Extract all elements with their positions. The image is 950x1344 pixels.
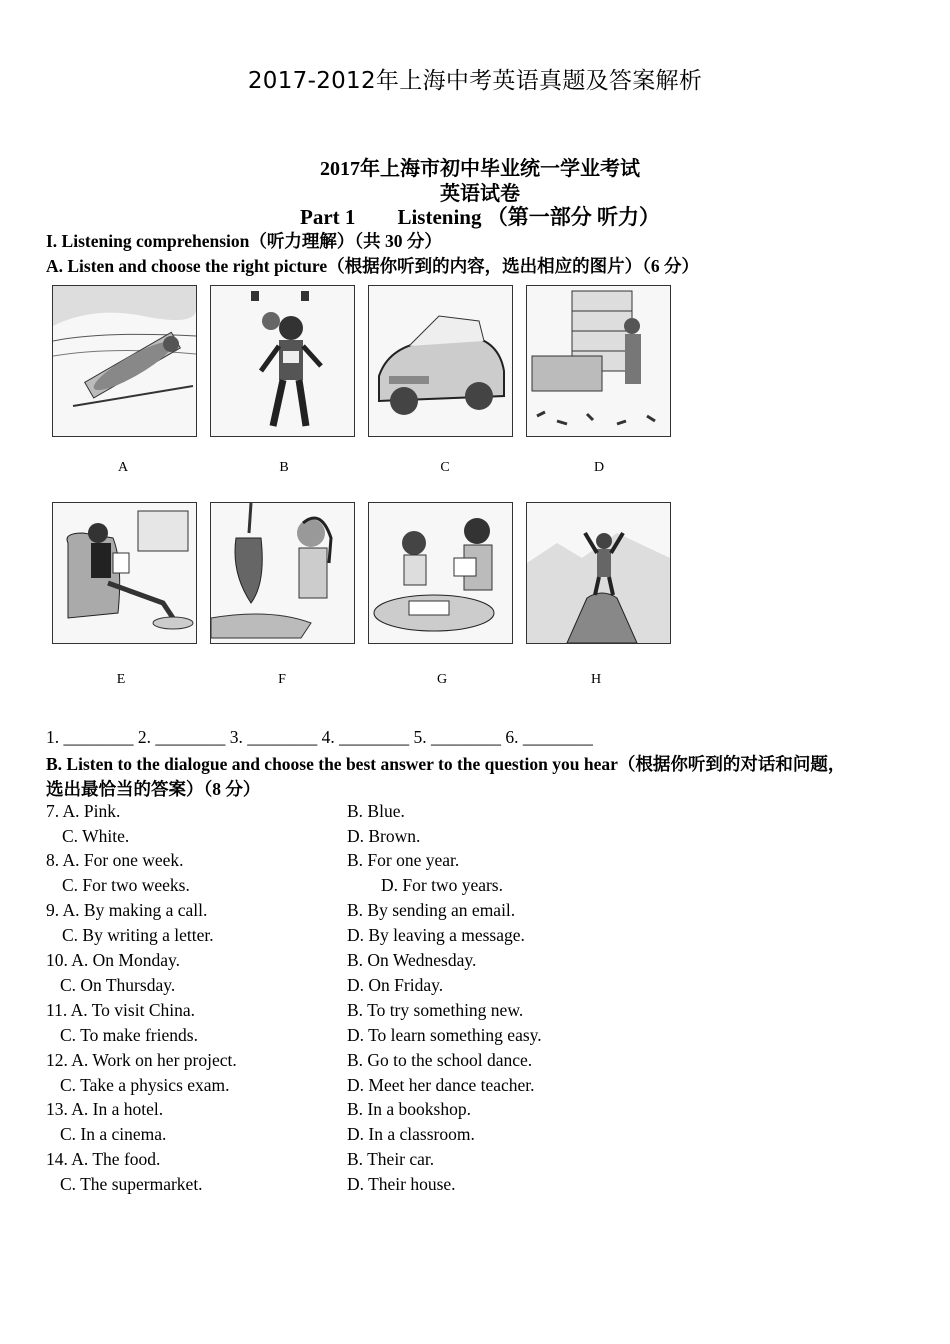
q14-option-c: C. The supermarket. [60, 1174, 203, 1194]
messy-room-illustration [527, 286, 670, 436]
picture-label-a: A [117, 460, 129, 475]
q10-option-a: 10. A. On Monday. [46, 950, 181, 970]
section-i-heading: I. Listening comprehension（听力理解）（共 30 分） [46, 231, 442, 251]
picture-b [210, 285, 355, 437]
picture-label-e: E [116, 672, 126, 687]
section-b-heading-line2: 选出最恰当的答案）（8 分） [46, 779, 261, 799]
q12-option-d: D. Meet her dance teacher. [347, 1075, 535, 1095]
q9-option-a: 9. A. By making a call. [46, 900, 208, 920]
runner-illustration [211, 286, 354, 436]
q13-option-d: D. In a classroom. [347, 1124, 475, 1144]
q13-option-a: 13. A. In a hotel. [46, 1099, 164, 1119]
q8-option-a: 8. A. For one week. [46, 850, 184, 870]
q10-option-d: D. On Friday. [347, 975, 444, 995]
q14-option-b: B. Their car. [347, 1149, 435, 1169]
q14-option-a: 14. A. The food. [46, 1149, 161, 1169]
q9-option-c: C. By writing a letter. [62, 925, 214, 945]
mountain-top-illustration [527, 503, 670, 643]
part-name: Listening （第一部分 听力） [397, 205, 660, 229]
reading-armchair-illustration [53, 503, 196, 643]
q8-option-c: C. For two weeks. [62, 875, 190, 895]
q8-option-d: D. For two years. [381, 875, 503, 895]
exam-subtitle: 英语试卷 [440, 183, 520, 205]
picture-c [368, 285, 513, 437]
q10-option-c: C. On Thursday. [60, 975, 176, 995]
q8-option-b: B. For one year. [347, 850, 460, 870]
q12-option-a: 12. A. Work on her project. [46, 1050, 237, 1070]
picture-d [526, 285, 671, 437]
q12-option-b: B. Go to the school dance. [347, 1050, 533, 1070]
q14-option-d: D. Their house. [347, 1174, 456, 1194]
picture-label-d: D [593, 460, 605, 475]
picture-label-b: B [279, 460, 289, 475]
exam-title: 2017年上海市初中毕业统一学业考试 [320, 158, 640, 180]
section-b-heading-line1: B. Listen to the dialogue and choose the best answer to the question you hear（根据你听到的对话和问题， [46, 754, 846, 774]
picture-f [210, 502, 355, 644]
q13-option-c: C. In a cinema. [60, 1124, 167, 1144]
q13-option-b: B. In a bookshop. [347, 1099, 471, 1119]
q11-option-a: 11. A. To visit China. [46, 1000, 195, 1020]
q11-option-d: D. To learn something easy. [347, 1025, 542, 1045]
picture-label-f: F [278, 672, 286, 687]
q7-option-a: 7. A. Pink. [46, 801, 121, 821]
part-heading [0, 201, 950, 231]
document-title: 2017-2012年上海中考英语真题及答案解析 [247, 68, 703, 94]
picture-label-g: G [436, 672, 448, 687]
q9-option-d: D. By leaving a message. [347, 925, 525, 945]
q10-option-b: B. On Wednesday. [347, 950, 477, 970]
picture-e [52, 502, 197, 644]
q11-option-c: C. To make friends. [60, 1025, 198, 1045]
boxing-illustration [211, 503, 354, 643]
q11-option-b: B. To try something new. [347, 1000, 524, 1020]
q12-option-c: C. Take a physics exam. [60, 1075, 230, 1095]
q7-option-c: C. White. [62, 826, 130, 846]
q7-option-d: D. Brown. [347, 826, 421, 846]
sunbathing-illustration [53, 286, 196, 436]
section-a-heading: A. Listen and choose the right picture（根据你听到的内容，选出相应的图片）（6 分） [46, 256, 700, 276]
picture-label-h: H [590, 672, 602, 687]
q7-option-b: B. Blue. [347, 801, 405, 821]
picture-label-c: C [440, 460, 450, 475]
picture-a [52, 285, 197, 437]
mother-child-reading-illustration [369, 503, 512, 643]
q9-option-b: B. By sending an email. [347, 900, 516, 920]
picture-g [368, 502, 513, 644]
picture-h [526, 502, 671, 644]
answer-blanks-line: 1. ________ 2. ________ 3. ________ 4. ________ 5. ________ 6. ________ [46, 727, 593, 747]
car-illustration [369, 286, 512, 436]
part-label: Part 1 [300, 205, 356, 229]
